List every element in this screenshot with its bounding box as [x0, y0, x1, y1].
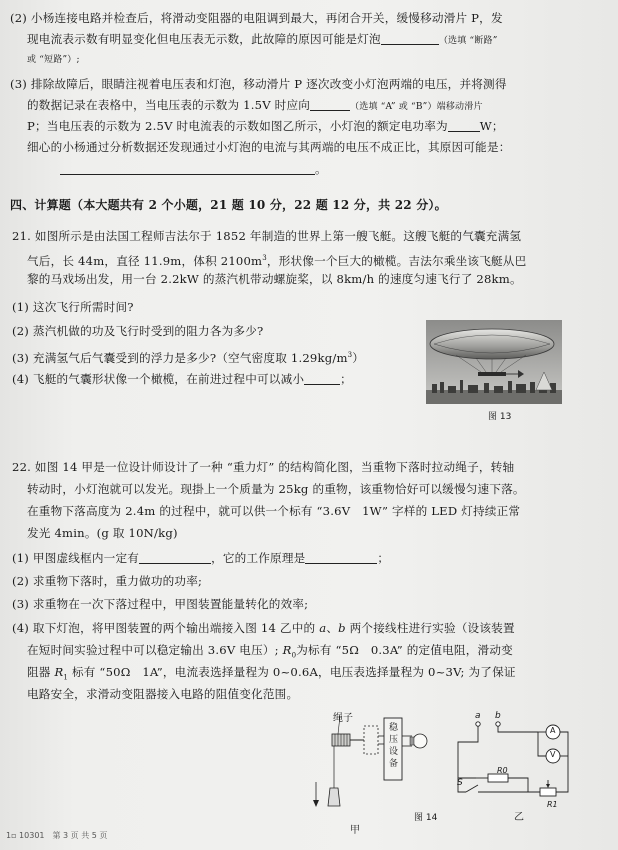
switch-label: S — [457, 778, 463, 788]
q22-sub4-line3 — [27, 665, 516, 685]
q3-line1: (3) 排除故障后，眼睛注视着电压表和灯泡，移动滑片 P 逐次改变小灯泡两端的电压，并将测得 — [10, 77, 507, 91]
q21-line1: 21. 如图所示是由法国工程师吉法尔于 1852 年制造的世界上第一艘飞艇。这艘飞艇的气囊充满氢 — [12, 229, 522, 243]
q3-line3 — [27, 119, 504, 134]
answer-blank[interactable] — [305, 552, 377, 564]
q22-sub1-text: (1) 甲图虚线框内一定有 — [12, 551, 140, 565]
q22-sub4-l2-rest: 为标有 “5Ω 0.3A” 的定值电阻，滑动变 — [296, 643, 513, 657]
q21-sub4-end: ； — [340, 372, 352, 386]
figure-yi-label: 乙 — [514, 812, 524, 823]
q22-line2: 转动时，小灯泡就可以发光。现掛上一个质量为 25kg 的重物，该重物恰好可以缓慢匀速下落。 — [27, 482, 525, 496]
terminal-b-label: b — [338, 621, 346, 635]
q3-line5 — [60, 162, 327, 177]
q22-sub4-l3-text: 阻器 — [27, 665, 55, 679]
q21-sub4-text: (4) 飞艇的气囊形状像一个橄榄，在前进过程中可以减小 — [12, 372, 305, 386]
subscript: 1 — [63, 673, 69, 682]
subscript: 0 — [291, 651, 297, 660]
figure-13-caption: 图 13 — [488, 412, 512, 422]
q22-sub4-rest: 两个接线柱进行实验（设该装置 — [345, 621, 515, 635]
q22-sub3: (3) 求重物在一次下落过程中，甲图装置能量转化的效率; — [12, 597, 309, 611]
q22-sub1-end: ； — [377, 551, 390, 565]
q2-line3: 或 “短路”）; — [27, 55, 80, 65]
q22-sub1 — [12, 551, 389, 566]
q22-line1: 22. 如图 14 甲是一位设计师设计了一种 “重力灯” 的结构简化图，当重物下落时拉动绳子，转轴 — [12, 460, 515, 474]
q21-line2 — [27, 251, 526, 269]
q21-sub3-end: ） — [352, 350, 365, 365]
answer-blank[interactable] — [310, 99, 350, 111]
q3-line2-text: 的数据记录在表格中，当电压表的示数为 1.5V 时应向 — [27, 98, 311, 112]
answer-blank[interactable] — [304, 373, 340, 385]
figure-14-caption: 图 14 — [414, 813, 438, 823]
q22-sub4-l3-rest: 标有 “50Ω 1A”，电流表选择量程为 0~0.6A，电压表选择量程为 0~3V; 为了保证 — [68, 665, 516, 679]
q3-line2 — [27, 98, 483, 115]
superscript: 3 — [262, 254, 267, 262]
q22-sub4-line1 — [12, 621, 515, 636]
section-heading: 四、计算题（本大题共有 2 个小题，21 题 10 分，22 题 12 分，共 22 分）。 — [10, 198, 447, 212]
gravity-light-diagram — [300, 706, 440, 816]
q22-sub4-line2 — [27, 643, 513, 663]
q2-line2 — [27, 32, 498, 49]
q21-volume: 气后，长 44m，直径 11.9m，体积 2100m — [27, 253, 263, 268]
separator: 、 — [326, 621, 339, 635]
q2-hint: （选填 “断路” — [438, 36, 498, 46]
r1-symbol: R — [54, 665, 64, 679]
q3-line3-text: P；当电压表的示数为 2.5V 时电流表的示数如图乙所示，小灯泡的额定电功率为 — [27, 119, 448, 133]
figure-jia-label: 甲 — [350, 825, 360, 836]
q22-sub4-l2-text: 在短时间实验过程中可以稳定输出 3.6V 电压）; — [27, 643, 283, 657]
page-footer: 1▫ 10301 第 3 页 共 5 页 — [6, 831, 108, 840]
answer-blank[interactable] — [60, 163, 315, 175]
q3-line4: 细心的小杨通过分析数据还发现通过小灯泡的电流与其两端的电压不成正比，其原因可能是： — [27, 140, 511, 154]
terminal-a-label: a — [319, 621, 327, 635]
q22-sub4-text: (4) 取下灯泡，将甲图装置的两个输出端接入图 14 乙中的 — [12, 621, 320, 635]
terminal-b: b — [495, 711, 501, 721]
q3-end: 。 — [315, 162, 327, 176]
ammeter-label: A — [550, 726, 556, 735]
q2-line2-text: 现电流表示数有明显变化但电压表无示数，此故障的原因可能是灯泡 — [27, 32, 381, 46]
q3-hint: （选填 “A” 或 “B”）端移动滑片 — [350, 102, 483, 112]
superscript: 3 — [347, 351, 353, 359]
answer-blank[interactable] — [381, 33, 439, 45]
q21-line2-rest: ，形状像一个巨大的橄榄。吉法尔乘坐该飞艇从巴 — [266, 253, 527, 268]
answer-blank[interactable] — [448, 120, 480, 132]
q2-line1: (2) 小杨连接电路并检查后，将滑动变阻器的电阻调到最大，再闭合开关，缓慢移动滑片 P，发 — [10, 11, 503, 25]
circuit-diagram — [448, 712, 578, 808]
q22-sub2: (2) 求重物下落时，重力做功的功率; — [12, 574, 203, 588]
q22-line3: 在重物下落高度为 2.4m 的过程中，就可以供一个标有 “3.6V 1W” 字样的 LED 灯持续正常 — [27, 504, 521, 518]
rope-label: 绳子 — [333, 713, 353, 724]
q21-sub4 — [12, 372, 352, 387]
answer-blank[interactable] — [139, 552, 211, 564]
q21-sub1: (1) 这次飞行所需时间? — [12, 300, 134, 314]
q21-sub2: (2) 蒸汽机做的功及飞行时受到的阻力各为多少? — [12, 324, 264, 338]
terminal-a: a — [475, 711, 481, 721]
r0-symbol: R — [282, 643, 292, 657]
q21-line3: 黎的马戏场出发，用一台 2.2kW 的蒸汽机带动螺旋桨，以 8km/h 的速度匀速飞行了 28km。 — [27, 272, 522, 286]
q22-sub1-mid: ，它的工作原理是 — [211, 551, 306, 565]
q21-sub3 — [12, 348, 364, 366]
airship-photo — [426, 320, 562, 404]
regulator-label: 稳压设备 — [389, 723, 399, 769]
r1-label: R1 — [547, 800, 558, 809]
q22-line4: 发光 4min。(g 取 10N/kg) — [27, 526, 178, 540]
voltmeter-label: V — [550, 750, 556, 759]
r0-label: R0 — [497, 766, 508, 775]
q22-sub4-line4: 电路安全，求滑动变阻器接入电路的阻值变化范围。 — [27, 687, 299, 701]
q3-unit: W； — [479, 119, 504, 133]
q21-sub3-text: (3) 充满氢气后气囊受到的浮力是多少?（空气密度取 1.29kg/m — [12, 350, 348, 365]
